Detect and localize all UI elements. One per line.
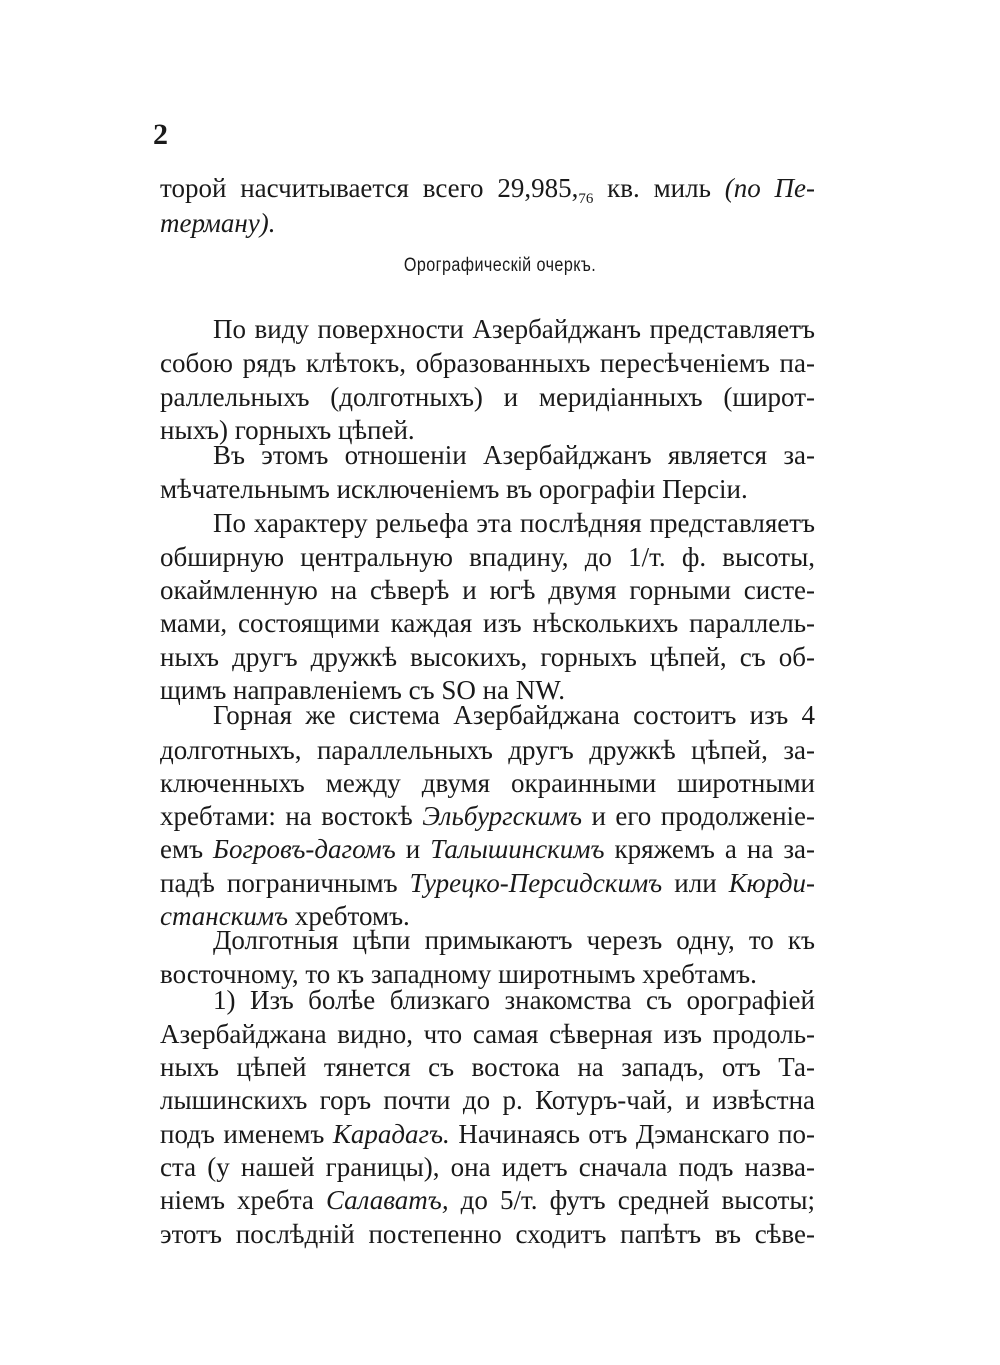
text-line: лышинскихъ горъ почти до р. Котуръ-чай, и извѣстна (160, 1085, 815, 1115)
text-line: Горная же система Азербайджана состоитъ изъ 4 (213, 700, 815, 730)
text-span: емъ (160, 834, 214, 864)
intro-line-1 (160, 171, 815, 205)
text-line: раллельныхъ (долготныхъ) и меридіанныхъ (широт- (160, 382, 815, 412)
mountain-name: Салаватъ, (325, 1185, 449, 1215)
text-line: мами, состоящими каждая изъ нѣсколькихъ параллель- (160, 608, 815, 638)
text-span: или (662, 868, 729, 898)
mountain-name: Эльбургскимъ (422, 801, 582, 831)
intro-italic: терману). (160, 208, 276, 238)
text-line: собою рядъ клѣтокъ, образованныхъ пересѣченіемъ па- (160, 348, 815, 378)
text-line: Долготныя цѣпи примыкаютъ черезъ одну, то къ (213, 925, 815, 955)
intro-line-2 (160, 206, 815, 240)
text-line: этотъ послѣдній постепенно сходитъ папѣтъ въ сѣве- (160, 1219, 815, 1249)
mountain-name: Богровъ-дагомъ (213, 834, 396, 864)
mountain-name: Талышинскимъ (430, 834, 605, 864)
text-line (160, 832, 815, 866)
text-line: Въ этомъ отношеніи Азербайджанъ является за- (213, 440, 815, 470)
text-line (160, 799, 815, 833)
intro-text: кв. миль (593, 173, 725, 203)
text-span: ніемъ хребта (160, 1185, 326, 1215)
section-heading: Орографическій очеркъ. (403, 255, 597, 276)
text-line: ныхъ) горныхъ цѣпей. (160, 415, 415, 445)
text-line: окаймленную на сѣверѣ и югѣ двумя горными систе- (160, 575, 815, 605)
intro-subscript: 76 (578, 191, 594, 207)
text-line: щимъ направленіемъ съ SO на NW. (160, 675, 566, 705)
text-span: падѣ пограничнымъ (160, 868, 410, 898)
text-span: и его продолженіе- (582, 801, 815, 831)
text-line: ныхъ цѣпей тянется съ востока на западъ, отъ Та- (160, 1052, 815, 1082)
text-span: подъ именемъ (160, 1119, 333, 1149)
text-line: По виду поверхности Азербайджанъ представляетъ (213, 314, 815, 344)
mountain-name: Турецко-Персидскимъ (409, 868, 663, 898)
text-line (160, 1117, 815, 1151)
text-line (160, 1183, 815, 1217)
text-line: 1) Изъ болѣе близкаго знакомства съ орографіей (213, 985, 815, 1015)
text-line: ныхъ другъ дружкѣ высокихъ, горныхъ цѣпей, съ об- (160, 642, 815, 672)
page-number: 2 (153, 118, 168, 151)
text-line: обширную центральную впадину, до 1/т. ф. высоты, (160, 542, 815, 572)
text-line: долготныхъ, параллельныхъ другъ дружкѣ цѣпей, за- (160, 735, 815, 765)
intro-italic: (по Пе- (724, 173, 815, 203)
text-span: и (395, 834, 431, 864)
text-span: хребтами: на востокѣ (160, 801, 423, 831)
text-line (160, 866, 815, 900)
text-span: Начинаясь отъ Дэманскаго по- (449, 1119, 816, 1149)
text-span: кряжемъ а на за- (604, 834, 815, 864)
text-span: до 5/т. футъ средней высоты; (448, 1185, 815, 1215)
text-line: ключенныхъ между двумя окраинными широтными (160, 768, 815, 798)
mountain-name: Кюрди- (728, 868, 815, 898)
text-line: мѣчательнымъ исключеніемъ въ орографіи Персіи. (160, 474, 748, 504)
mountain-name: станскимъ (160, 901, 289, 931)
text-line: восточному, то къ западному широтнымъ хребтамъ. (160, 959, 757, 989)
text-line: ста (у нашей границы), она идетъ сначала подъ назва- (160, 1152, 815, 1182)
text-line: По характеру рельефа эта послѣдняя представляетъ (213, 508, 815, 538)
text-line: Азербайджана видно, что самая сѣверная изъ продоль- (160, 1019, 815, 1049)
intro-text: торой насчитывается всего 29,985, (160, 173, 579, 203)
mountain-name: Карадагъ. (332, 1119, 450, 1149)
text-span: хребтомъ. (288, 901, 410, 931)
